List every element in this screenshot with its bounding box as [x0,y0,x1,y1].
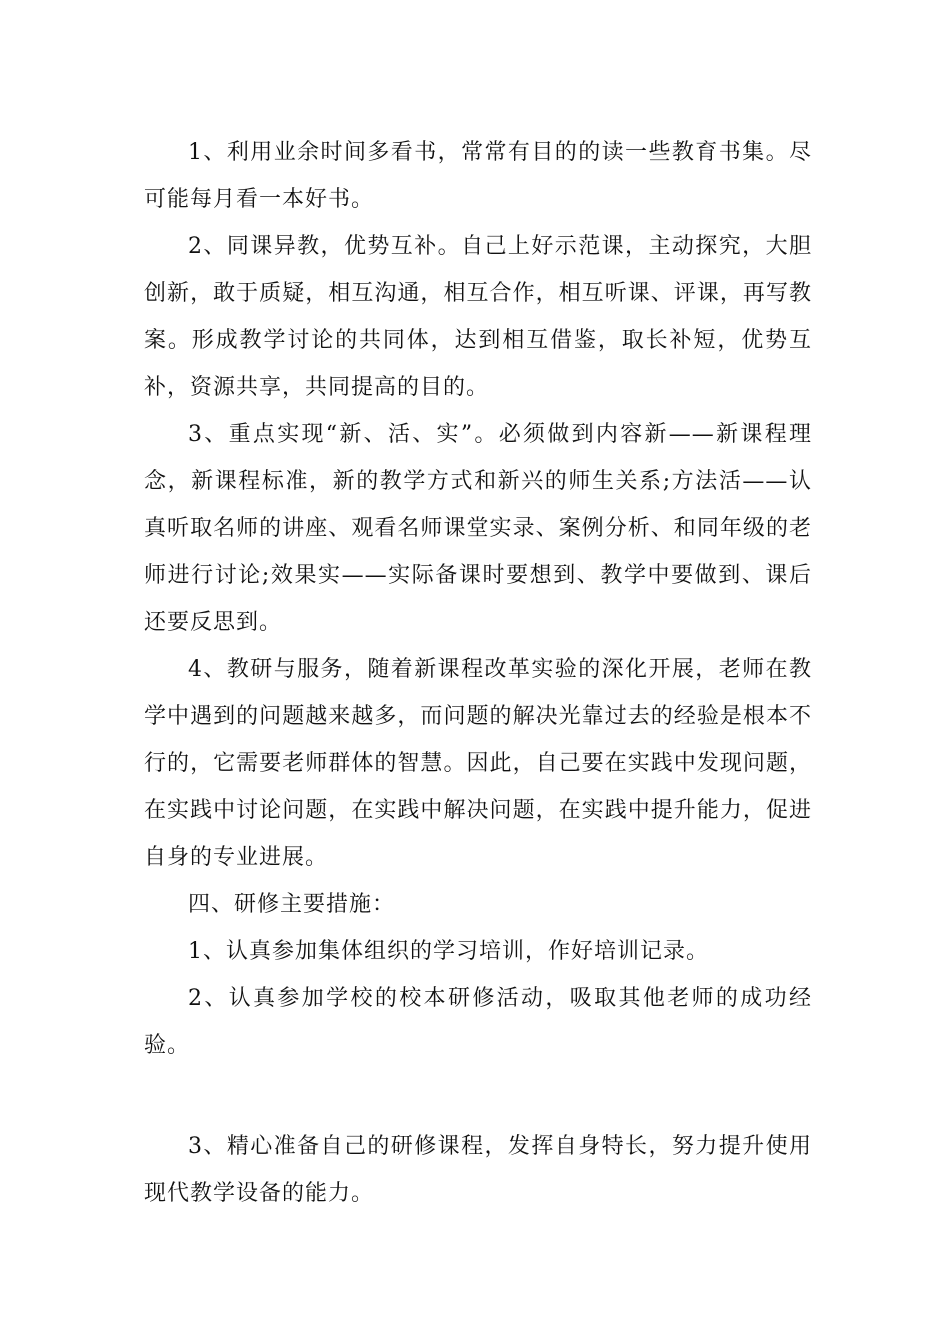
paragraph-collective-training: 1、认真参加集体组织的学习培训，作好培训记录。 [188,939,709,964]
paragraph-school-research-activities: 2、认真参加学校的校本研修活动，吸取其他老师的成功经验。 [144,986,812,1058]
document-body [144,129,812,1217]
section-heading-main-measures: 四、研修主要措施： [188,892,396,917]
paragraph-prepare-research-course: 3、精心准备自己的研修课程，发挥自身特长，努力提升使用现代教学设备的能力。 [144,1134,812,1206]
paragraph-teaching-research-service: 4、教研与服务，随着新课程改革实验的深化开展，老师在教学中遇到的问题越来越多，而问题的解决光靠过去的经验是根本不行的，它需要老师群体的智慧。因此，自己要在实践中发现问题，在实践中讨论问题，在实践中解决问题，在实践中提升能力，促进自身的专业进展。 [144,657,812,870]
paragraph-same-lesson-different-teaching: 2、同课异教，优势互补。自己上好示范课，主动探究，大胆创新，敢于质疑，相互沟通，相互合作，相互听课、评课，再写教案。形成教学讨论的共同体，达到相互借鉴，取长补短，优势互补，资源共享，共同提高的目的。 [144,234,812,400]
paragraph-new-active-practical: 3、重点实现“新、活、实”。必须做到内容新——新课程理念，新课程标准，新的教学方式和新兴的师生关系;方法活——认真听取名师的讲座、观看名师课堂实录、案例分析、和同年级的老师进行讨论;效果实——实际备课时要想到、教学中要做到、课后还要反思到。 [144,422,812,635]
paragraph-reading-books: 1、利用业余时间多看书，常常有目的的读一些教育书集。尽可能每月看一本好书。 [144,140,812,212]
